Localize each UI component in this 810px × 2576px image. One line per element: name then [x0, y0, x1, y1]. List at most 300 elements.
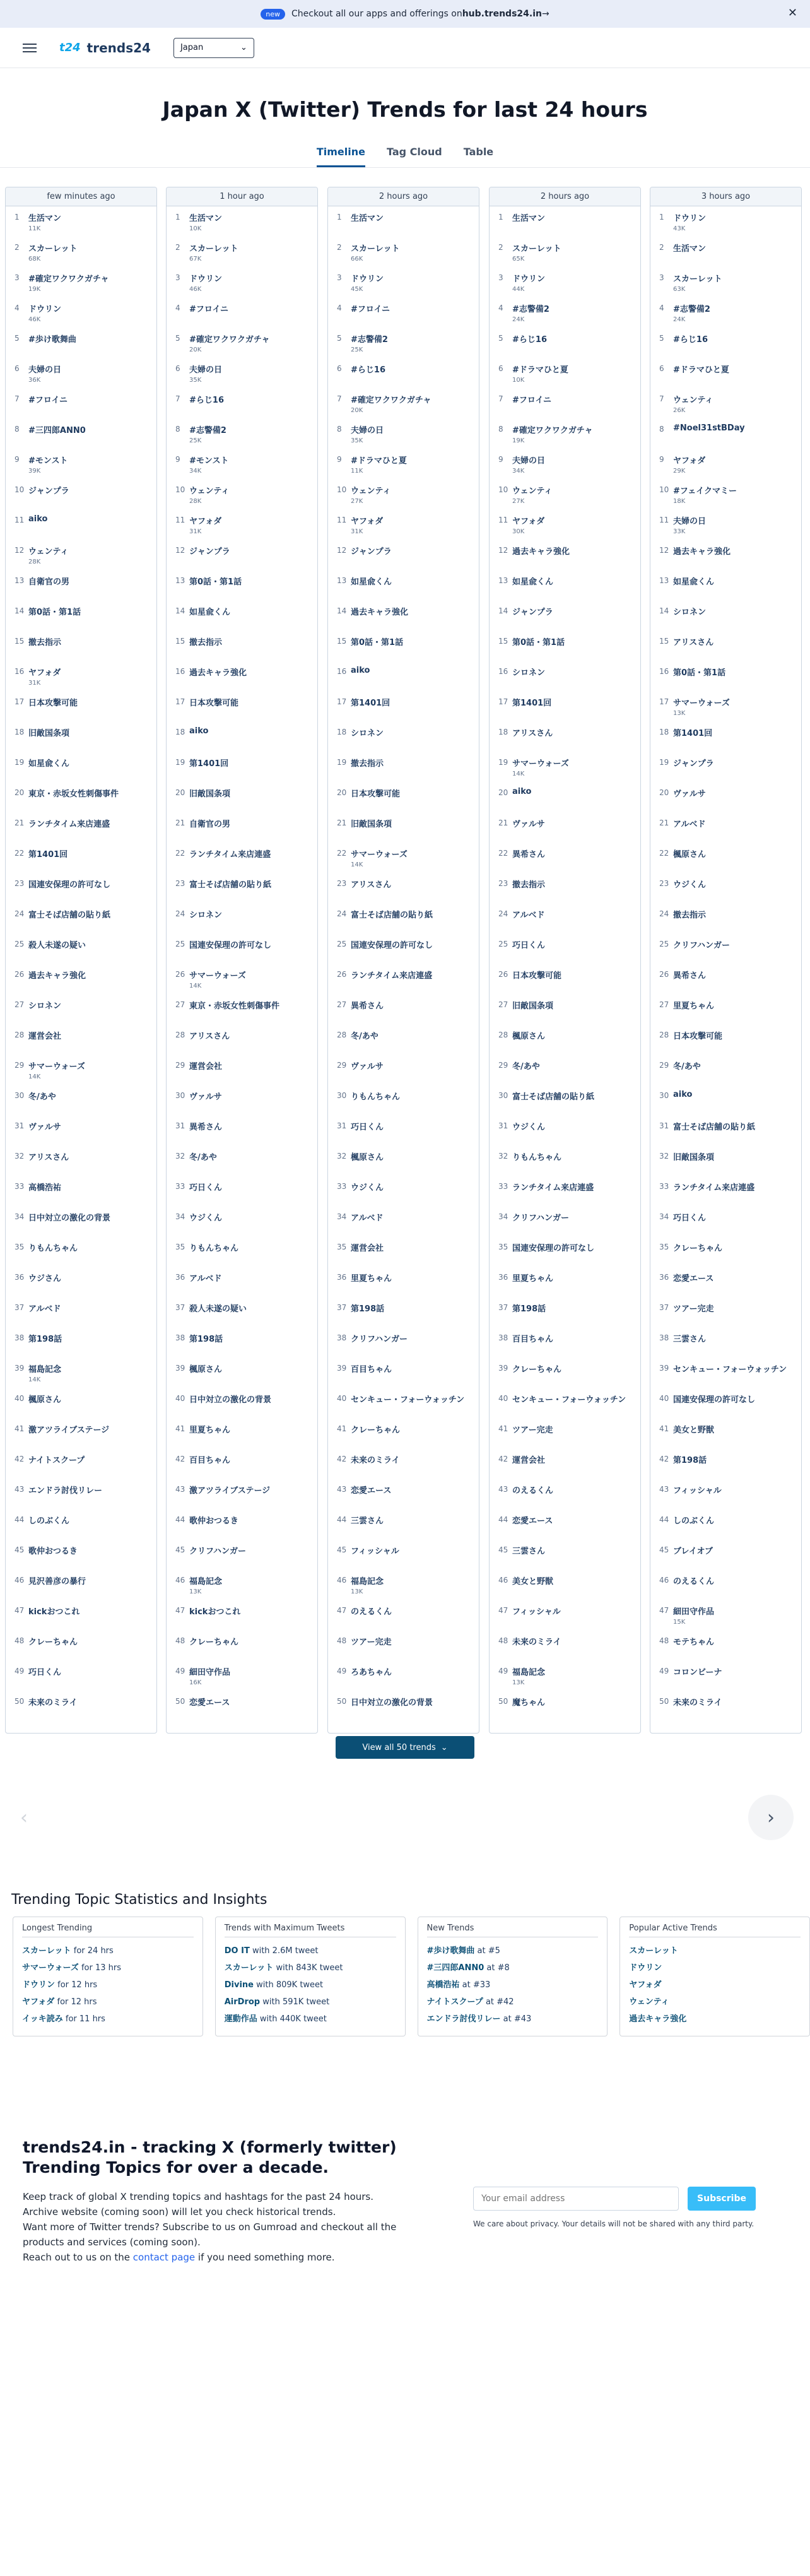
trend-link[interactable]: #らじ16 [351, 365, 385, 375]
trend-item[interactable] [650, 721, 801, 752]
trend-item[interactable] [167, 267, 317, 297]
trend-link[interactable]: ランチタイム来店連盛 [28, 820, 110, 829]
trend-link[interactable]: りもんちゃん [512, 1153, 562, 1162]
trend-item[interactable] [167, 328, 317, 358]
trend-link[interactable]: サマーウォーズ [512, 759, 569, 769]
trend-link[interactable]: kickおつこれ [28, 1607, 80, 1617]
trend-item[interactable] [167, 933, 317, 964]
trend-item[interactable] [650, 782, 801, 812]
trend-link[interactable]: ランチタイム来店連盛 [673, 1183, 755, 1193]
trend-link[interactable]: 楓原さん [351, 1153, 384, 1162]
trend-link[interactable]: クレーちゃん [28, 1638, 78, 1647]
trend-link[interactable]: クレーちゃん [512, 1365, 562, 1374]
trend-item[interactable] [167, 752, 317, 782]
trend-link[interactable]: 生活マン [189, 214, 223, 223]
trend-item[interactable] [167, 418, 317, 449]
trend-link[interactable]: りもんちゃん [189, 1244, 239, 1253]
trend-link[interactable]: 如星兪くん [512, 577, 554, 587]
trend-item[interactable] [490, 1630, 640, 1660]
trend-link[interactable]: 旧敵国条項 [28, 729, 70, 738]
trend-item[interactable] [650, 1388, 801, 1418]
trend-link[interactable]: 自衛官の男 [189, 820, 231, 829]
trend-item[interactable] [167, 1297, 317, 1327]
trend-item[interactable] [490, 206, 640, 237]
trend-link[interactable]: ドウリン [28, 305, 62, 314]
trend-item[interactable] [6, 994, 156, 1024]
trend-link[interactable]: 富士そば店舗の貼り紙 [351, 911, 433, 920]
trend-item[interactable] [167, 1055, 317, 1085]
trend-item[interactable] [650, 1660, 801, 1691]
trend-link[interactable]: #モンスト [28, 456, 68, 466]
trend-link[interactable]: 撤去指示 [512, 880, 546, 890]
trend-item[interactable] [6, 661, 156, 691]
trend-item[interactable] [490, 1418, 640, 1448]
trend-link[interactable]: #志警備2 [512, 305, 549, 314]
trend-link[interactable]: 如星兪くん [351, 577, 392, 587]
trend-link[interactable]: #歩け歌舞曲 [426, 1946, 475, 1956]
trend-item[interactable] [328, 1600, 479, 1630]
trend-item[interactable] [6, 1479, 156, 1509]
trend-link[interactable]: スカーレット [28, 244, 78, 254]
trend-link[interactable]: 巧日くん [351, 1123, 384, 1132]
trend-link[interactable]: 日中対立の激化の背景 [351, 1698, 433, 1708]
trend-item[interactable] [6, 691, 156, 721]
trend-item[interactable] [490, 479, 640, 509]
trend-link[interactable]: シロネン [189, 911, 223, 920]
trend-link[interactable]: 生活マン [351, 214, 384, 223]
trend-item[interactable] [167, 237, 317, 267]
trend-item[interactable] [490, 1085, 640, 1115]
trend-link[interactable]: ドウリン [351, 275, 384, 284]
trend-link[interactable]: 第1401回 [28, 850, 68, 860]
trend-item[interactable] [167, 994, 317, 1024]
trend-link[interactable]: 見沢善彦の暴行 [28, 1577, 86, 1586]
trend-link[interactable]: 里夏ちゃん [189, 1426, 231, 1435]
trend-item[interactable] [6, 1388, 156, 1418]
trend-link[interactable]: 歌仲おつるき [28, 1547, 78, 1556]
trend-item[interactable] [490, 1509, 640, 1539]
trend-link[interactable]: 巧日くん [673, 1214, 707, 1223]
trend-item[interactable] [490, 1297, 640, 1327]
trend-link[interactable]: #フロイニ [512, 396, 551, 405]
trend-link[interactable]: 殺人未遂の疑い [189, 1304, 247, 1314]
trend-item[interactable] [650, 1024, 801, 1055]
trend-item[interactable] [167, 630, 317, 661]
close-icon[interactable]: ✕ [787, 6, 797, 20]
trend-link[interactable]: 日本攻撃可能 [673, 1032, 723, 1041]
trend-link[interactable]: シロネン [28, 1001, 62, 1011]
trend-link[interactable]: ヴァルサ [28, 1123, 61, 1132]
trend-item[interactable] [490, 964, 640, 994]
trend-link[interactable]: #ドラマひと夏 [351, 456, 407, 466]
trend-link[interactable]: クレーちゃん [189, 1638, 239, 1647]
trend-item[interactable] [6, 297, 156, 328]
trend-item[interactable] [328, 933, 479, 964]
trend-link[interactable]: 美女と野獣 [673, 1426, 715, 1435]
trend-link[interactable]: アルベド [189, 1274, 222, 1284]
trend-link[interactable]: ジャンプラ [512, 608, 553, 617]
trend-item[interactable] [328, 903, 479, 933]
trend-item[interactable] [167, 691, 317, 721]
trend-item[interactable] [6, 812, 156, 842]
trend-item[interactable] [328, 1297, 479, 1327]
trend-item[interactable] [490, 1479, 640, 1509]
trend-link[interactable]: アルベド [673, 820, 706, 829]
trend-item[interactable] [167, 449, 317, 479]
trend-link[interactable]: 運動作品 [224, 2014, 257, 2024]
trend-link[interactable]: #志警備2 [351, 335, 388, 345]
view-all-button[interactable] [336, 1736, 474, 1759]
trend-link[interactable]: クリフハンガー [351, 1335, 408, 1344]
trend-link[interactable]: クリフハンガー [512, 1214, 569, 1223]
trend-link[interactable]: 撤去指示 [673, 911, 707, 920]
trend-item[interactable] [6, 267, 156, 297]
trend-item[interactable] [650, 1085, 801, 1115]
trend-link[interactable]: ドウリン [22, 1980, 56, 1990]
trend-link[interactable]: 百目ちゃん [351, 1365, 392, 1374]
trend-item[interactable] [167, 782, 317, 812]
trend-link[interactable]: 異希さん [512, 850, 546, 860]
trend-link[interactable]: シロネン [512, 668, 546, 678]
trend-item[interactable] [650, 1691, 801, 1721]
trend-item[interactable] [328, 1479, 479, 1509]
trend-item[interactable] [650, 1569, 801, 1600]
trend-item[interactable] [650, 449, 801, 479]
trend-item[interactable] [328, 570, 479, 600]
trend-item[interactable] [167, 509, 317, 540]
trend-link[interactable]: 第1401回 [673, 729, 713, 738]
trend-link[interactable]: 第198話 [673, 1456, 707, 1465]
trend-link[interactable]: 第198話 [28, 1335, 62, 1344]
trend-item[interactable] [6, 1418, 156, 1448]
trend-link[interactable]: #らじ16 [189, 396, 224, 405]
trend-link[interactable]: 日本攻撃可能 [512, 971, 562, 981]
trend-item[interactable] [167, 1418, 317, 1448]
trend-link[interactable]: 楓原さん [512, 1032, 546, 1041]
trend-item[interactable] [167, 1115, 317, 1145]
trend-item[interactable] [167, 1479, 317, 1509]
trend-link[interactable]: 里夏ちゃん [512, 1274, 554, 1284]
logo[interactable] [59, 40, 151, 56]
trend-link[interactable]: ウェンティ [629, 1997, 669, 2007]
trend-link[interactable]: フィッシャル [351, 1547, 399, 1556]
trend-link[interactable]: 第0話・第1話 [28, 608, 81, 617]
trend-link[interactable]: ドウリン [673, 214, 707, 223]
trend-item[interactable] [328, 630, 479, 661]
trend-link[interactable]: 過去キャラ強化 [28, 971, 86, 981]
trend-item[interactable] [167, 1388, 317, 1418]
trend-link[interactable]: アルベド [351, 1214, 384, 1223]
trend-link[interactable]: フィッシャル [673, 1486, 722, 1496]
trend-link[interactable]: ツアー完走 [351, 1638, 392, 1647]
trend-item[interactable] [490, 1539, 640, 1569]
trend-link[interactable]: アリスさん [512, 729, 553, 738]
trend-item[interactable] [490, 842, 640, 873]
trend-item[interactable] [490, 600, 640, 630]
trend-item[interactable] [328, 540, 479, 570]
trend-link[interactable]: ヴァルサ [512, 820, 545, 829]
trend-item[interactable] [328, 600, 479, 630]
trend-link[interactable]: #フロイニ [351, 305, 390, 314]
trend-item[interactable] [650, 1115, 801, 1145]
trend-link[interactable]: シロネン [673, 608, 707, 617]
trend-item[interactable] [6, 358, 156, 388]
trend-link[interactable]: 恋愛エース [512, 1516, 553, 1526]
trend-link[interactable]: シロネン [351, 729, 384, 738]
trend-link[interactable]: りもんちゃん [28, 1244, 78, 1253]
trend-item[interactable] [490, 873, 640, 903]
trend-link[interactable]: アリスさん [189, 1032, 230, 1041]
trend-item[interactable] [490, 1176, 640, 1206]
trend-link[interactable]: ドウリン [189, 275, 223, 284]
trend-link[interactable]: ランチタイム来店連盛 [512, 1183, 594, 1193]
trend-item[interactable] [490, 237, 640, 267]
trend-item[interactable] [490, 1055, 640, 1085]
trend-item[interactable] [650, 267, 801, 297]
trend-link[interactable]: 未来のミライ [28, 1698, 78, 1708]
trend-item[interactable] [650, 1539, 801, 1569]
trend-link[interactable]: アルベド [28, 1304, 61, 1314]
trend-item[interactable] [167, 570, 317, 600]
trend-item[interactable] [650, 358, 801, 388]
trend-link[interactable]: #三四郎ANN0 [426, 1963, 484, 1973]
trend-link[interactable]: #フェイクマミー [673, 487, 737, 496]
trend-link[interactable]: 自衛官の男 [28, 577, 70, 587]
trend-link[interactable]: 東京・赤坂女性刺傷事件 [28, 789, 119, 799]
trend-link[interactable]: のえるくん [512, 1486, 554, 1496]
trend-item[interactable] [6, 1327, 156, 1357]
trend-item[interactable] [650, 1236, 801, 1267]
trend-link[interactable]: #志警備2 [189, 426, 226, 435]
trend-item[interactable] [328, 1509, 479, 1539]
trend-item[interactable] [328, 267, 479, 297]
carousel-prev-button[interactable]: ‹ [20, 1806, 28, 1829]
trend-link[interactable]: 楓原さん [189, 1365, 223, 1374]
trend-item[interactable] [650, 1055, 801, 1085]
trend-item[interactable] [650, 691, 801, 721]
trend-item[interactable] [328, 206, 479, 237]
trend-link[interactable]: 恋愛エース [351, 1486, 392, 1496]
trend-link[interactable]: センキュー・フォーウォッチン [512, 1395, 626, 1405]
trend-link[interactable]: 巧日くん [28, 1668, 62, 1677]
trend-item[interactable] [167, 479, 317, 509]
trend-link[interactable]: コロンビーナ [673, 1668, 722, 1677]
trend-item[interactable] [6, 873, 156, 903]
trend-link[interactable]: イッキ読み [22, 2014, 63, 2024]
trend-link[interactable]: 過去キャラ強化 [673, 547, 731, 557]
trend-item[interactable] [6, 509, 156, 540]
trend-item[interactable] [167, 1085, 317, 1115]
trend-item[interactable] [328, 873, 479, 903]
trend-link[interactable]: ウジくん [189, 1214, 223, 1223]
trend-link[interactable]: 国連安保理の許可なし [673, 1395, 756, 1405]
trend-item[interactable] [490, 994, 640, 1024]
trend-link[interactable]: 歌仲おつるき [189, 1516, 238, 1526]
trend-link[interactable]: 殺人未遂の疑い [28, 941, 86, 950]
trend-link[interactable]: 異希さん [673, 971, 707, 981]
trend-link[interactable]: ヤフォダ [28, 668, 61, 678]
trend-link[interactable]: サマーウォーズ [28, 1062, 85, 1072]
trend-link[interactable]: 未来のミライ [351, 1456, 400, 1465]
trend-item[interactable] [650, 933, 801, 964]
trend-item[interactable] [328, 1327, 479, 1357]
trend-item[interactable] [167, 1206, 317, 1236]
trend-item[interactable] [490, 1236, 640, 1267]
email-field[interactable] [473, 2187, 679, 2211]
trend-item[interactable] [6, 1236, 156, 1267]
trend-item[interactable] [490, 388, 640, 418]
trend-item[interactable] [490, 1357, 640, 1388]
trend-item[interactable] [6, 842, 156, 873]
banner-link[interactable]: hub.trends24.in [462, 9, 542, 19]
trend-link[interactable]: ドウリン [512, 275, 546, 284]
trend-item[interactable] [490, 328, 640, 358]
trend-item[interactable] [6, 752, 156, 782]
trend-item[interactable] [490, 570, 640, 600]
trend-link[interactable]: 巧日くん [512, 941, 546, 950]
trend-item[interactable] [490, 297, 640, 328]
trend-item[interactable] [490, 358, 640, 388]
trend-item[interactable] [650, 1267, 801, 1297]
trend-item[interactable] [650, 206, 801, 237]
trend-item[interactable] [490, 1660, 640, 1691]
trend-item[interactable] [167, 540, 317, 570]
trend-item[interactable] [328, 691, 479, 721]
trend-link[interactable]: 日本攻撃可能 [351, 789, 401, 799]
trend-item[interactable] [328, 1024, 479, 1055]
trend-item[interactable] [167, 812, 317, 842]
trend-item[interactable] [167, 661, 317, 691]
trend-item[interactable] [650, 1600, 801, 1630]
trend-item[interactable] [490, 721, 640, 752]
trend-link[interactable]: ジャンプラ [28, 487, 69, 496]
trend-link[interactable]: エンドラ討伐リレー [28, 1486, 103, 1496]
trend-link[interactable]: 恋愛エース [673, 1274, 714, 1284]
trend-item[interactable] [490, 1691, 640, 1721]
trend-link[interactable]: サマーウォーズ [189, 971, 246, 981]
trend-item[interactable] [650, 237, 801, 267]
trend-link[interactable]: 未来のミライ [512, 1638, 561, 1647]
trend-link[interactable]: ドウリン [629, 1963, 662, 1973]
trend-item[interactable] [328, 1055, 479, 1085]
trend-link[interactable]: しのぶくん [673, 1516, 715, 1526]
trend-link[interactable]: 細田守作品 [189, 1668, 231, 1677]
trend-item[interactable] [328, 994, 479, 1024]
trend-item[interactable] [650, 388, 801, 418]
trend-link[interactable]: 富士そば店舗の貼り紙 [189, 880, 272, 890]
trend-item[interactable] [650, 1509, 801, 1539]
trend-item[interactable] [167, 1236, 317, 1267]
trend-link[interactable]: 国連安保理の許可なし [28, 880, 111, 890]
trend-item[interactable] [6, 1267, 156, 1297]
trend-item[interactable] [167, 1600, 317, 1630]
trend-item[interactable] [650, 812, 801, 842]
trend-item[interactable] [6, 449, 156, 479]
trend-item[interactable] [650, 1176, 801, 1206]
trend-link[interactable]: 激アツライブステージ [28, 1426, 110, 1435]
trend-item[interactable] [6, 1085, 156, 1115]
trend-item[interactable] [6, 1691, 156, 1721]
trend-link[interactable]: ブレイオブ [673, 1547, 713, 1556]
trend-link[interactable]: ウジくん [351, 1183, 384, 1193]
trend-link[interactable]: 富士そば店舗の貼り紙 [28, 911, 111, 920]
trend-item[interactable] [328, 1176, 479, 1206]
trend-link[interactable]: 撤去指示 [189, 638, 223, 647]
trend-item[interactable] [167, 1660, 317, 1691]
trend-link[interactable]: #確定ワクワクガチャ [512, 426, 593, 435]
trend-link[interactable]: センキュー・フォーウォッチン [351, 1395, 465, 1405]
trend-item[interactable] [167, 1509, 317, 1539]
trend-link[interactable]: 如星兪くん [189, 608, 231, 617]
trend-link[interactable]: 如星兪くん [28, 759, 70, 769]
trend-item[interactable] [328, 661, 479, 691]
trend-link[interactable]: アリスさん [673, 638, 714, 647]
trend-link[interactable]: 冬/あや [673, 1062, 701, 1072]
trend-item[interactable] [490, 752, 640, 782]
trend-item[interactable] [328, 1660, 479, 1691]
trend-item[interactable] [328, 237, 479, 267]
trend-link[interactable]: ヤフォダ [189, 517, 222, 526]
trend-link[interactable]: #らじ16 [512, 335, 547, 345]
trend-item[interactable] [167, 358, 317, 388]
trend-link[interactable]: 楓原さん [673, 850, 707, 860]
trend-item[interactable] [490, 691, 640, 721]
trend-item[interactable] [490, 418, 640, 449]
trend-item[interactable] [490, 449, 640, 479]
trend-item[interactable] [490, 1145, 640, 1176]
trend-link[interactable]: 過去キャラ強化 [351, 608, 409, 617]
trend-link[interactable]: 旧敵国条項 [189, 789, 231, 799]
trend-link[interactable]: スカーレット [351, 244, 400, 254]
trend-item[interactable] [6, 1600, 156, 1630]
trend-item[interactable] [328, 1630, 479, 1660]
trend-item[interactable] [328, 358, 479, 388]
trend-link[interactable]: ヴァルサ [189, 1092, 222, 1102]
trend-item[interactable] [490, 661, 640, 691]
trend-item[interactable] [650, 1327, 801, 1357]
trend-item[interactable] [650, 1206, 801, 1236]
trend-link[interactable]: aiko [28, 514, 48, 524]
trend-item[interactable] [6, 1509, 156, 1539]
trend-link[interactable]: 第1401回 [351, 699, 390, 708]
trend-item[interactable] [6, 1297, 156, 1327]
trend-link[interactable]: 冬/あや [189, 1153, 217, 1162]
trend-item[interactable] [650, 600, 801, 630]
trend-item[interactable] [650, 297, 801, 328]
trend-item[interactable] [6, 1539, 156, 1569]
trend-link[interactable]: のえるくん [351, 1607, 392, 1617]
trend-item[interactable] [167, 1327, 317, 1357]
trend-item[interactable] [6, 1055, 156, 1085]
trend-item[interactable] [650, 1479, 801, 1509]
trend-link[interactable]: 旧敵国条項 [351, 820, 392, 829]
trend-item[interactable] [650, 1357, 801, 1388]
trend-link[interactable]: #ドラマひと夏 [512, 365, 568, 375]
trend-link[interactable]: #確定ワクワクガチャ [189, 335, 270, 345]
trend-link[interactable]: kickおつこれ [189, 1607, 241, 1617]
trend-link[interactable]: 楓原さん [28, 1395, 62, 1405]
trend-link[interactable]: 第198話 [351, 1304, 385, 1314]
trend-item[interactable] [167, 1569, 317, 1600]
trend-link[interactable]: 日中対立の激化の背景 [28, 1214, 111, 1223]
trend-item[interactable] [6, 1569, 156, 1600]
trend-link[interactable]: モテちゃん [673, 1638, 715, 1647]
trend-link[interactable]: 過去キャラ強化 [512, 547, 570, 557]
trend-link[interactable]: ウジくん [673, 880, 707, 890]
trend-item[interactable] [328, 812, 479, 842]
trend-link[interactable]: 第198話 [512, 1304, 546, 1314]
trend-link[interactable]: ヤフォダ [351, 517, 384, 526]
